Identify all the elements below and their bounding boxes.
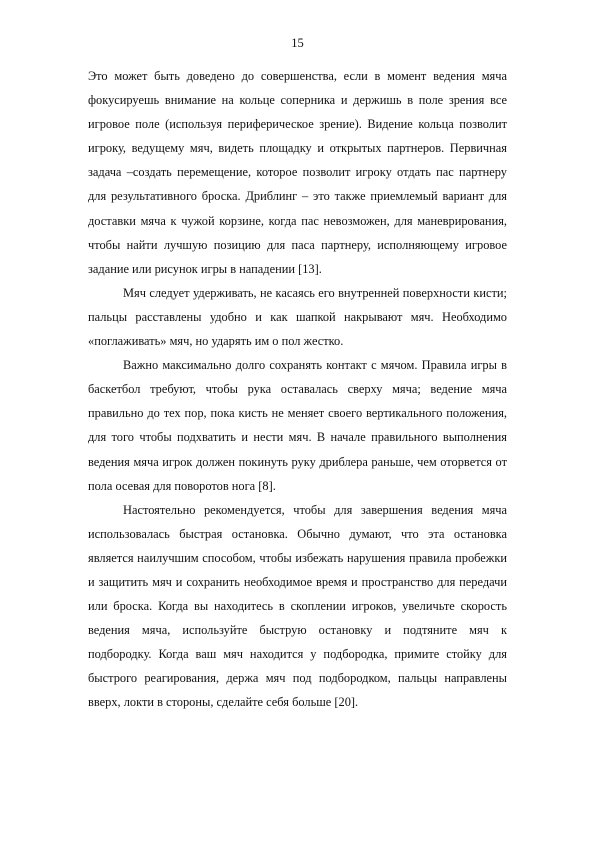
text-line: фокусируешь внимание на кольце соперника и держишь в поле зрения все [88, 93, 507, 108]
text-line: для того чтобы подхватить и нести мяч. В начале правильного выполнения [88, 430, 507, 445]
paragraph-3 [88, 353, 507, 498]
text-line: «поглаживать» мяч, но ударять им о пол жестко. [88, 334, 344, 349]
text-line: Мяч следует удерживать, не касаясь его внутренней поверхности кисти; [123, 285, 507, 300]
body-text [88, 64, 507, 715]
text-line: игроку, ведущему мяч, видеть площадку и открытых партнеров. Первичная [88, 141, 507, 156]
text-line: пола осевая для поворотов нога [8]. [88, 478, 276, 493]
text-line: пальцы расставлены удобно и как шапкой накрывают мяч. Необходимо [88, 309, 507, 324]
paragraph-4 [88, 498, 507, 715]
text-line: ведения мяча игрок должен покинуть руку дриблера раньше, чем оторвется от [88, 454, 507, 469]
text-line: для результативного броска. Дриблинг – это также приемлемый вариант для [88, 189, 507, 204]
text-line: Важно максимально долго сохранять контакт с мячом. Правила игры в [123, 358, 507, 373]
text-line: баскетбол требуют, чтобы рука оставалась сверху мяча; ведение мяча [88, 382, 507, 397]
text-line: Это может быть доведено до совершенства, если в момент ведения мяча [88, 69, 507, 83]
text-line: или броска. Когда вы находитесь в скоплении игроков, увеличьте скорость [88, 599, 507, 614]
text-line: задание или рисунок игры в нападении [13]. [88, 261, 322, 276]
text-line: является наилучшим способом, чтобы избежать нарушения правила пробежки [88, 550, 507, 565]
text-line: ведения мяча, используйте быструю остановку и подтяните мяч к [88, 623, 507, 638]
text-line: Настоятельно рекомендуется, чтобы для завершения ведения мяча [123, 502, 507, 517]
text-line: вверх, локти в стороны, сделайте себя больше [20]. [88, 695, 359, 710]
text-line: и защитить мяч и сохранить необходимое время и пространство для передачи [88, 574, 507, 589]
text-line: чтобы найти лучшую позицию для паса партнеру, исполняющему игровое [88, 237, 507, 252]
text-line: задача –создать перемещение, которое позволит игроку отдать пас партнеру [88, 165, 507, 180]
paragraph-1 [88, 64, 507, 281]
text-line: доставки мяча к чужой корзине, когда пас невозможен, для маневрирования, [88, 213, 507, 228]
text-line: игровое поле (используя периферическое зрение). Видение кольца позволит [88, 117, 507, 132]
page-number: 15 [291, 36, 304, 50]
text-line: подбородку. Когда ваш мяч находится у подбородка, примите стойку для [88, 647, 507, 662]
text-line: правильно до тех пор, пока кисть не меняет своего вертикального положения, [88, 406, 507, 421]
paragraph-2 [88, 281, 507, 353]
text-line: быстрого реагирования, держа мяч под подбородком, пальцы направлены [88, 671, 507, 686]
text-line: использовалась быстрая остановка. Обычно думают, что эта остановка [88, 526, 507, 541]
